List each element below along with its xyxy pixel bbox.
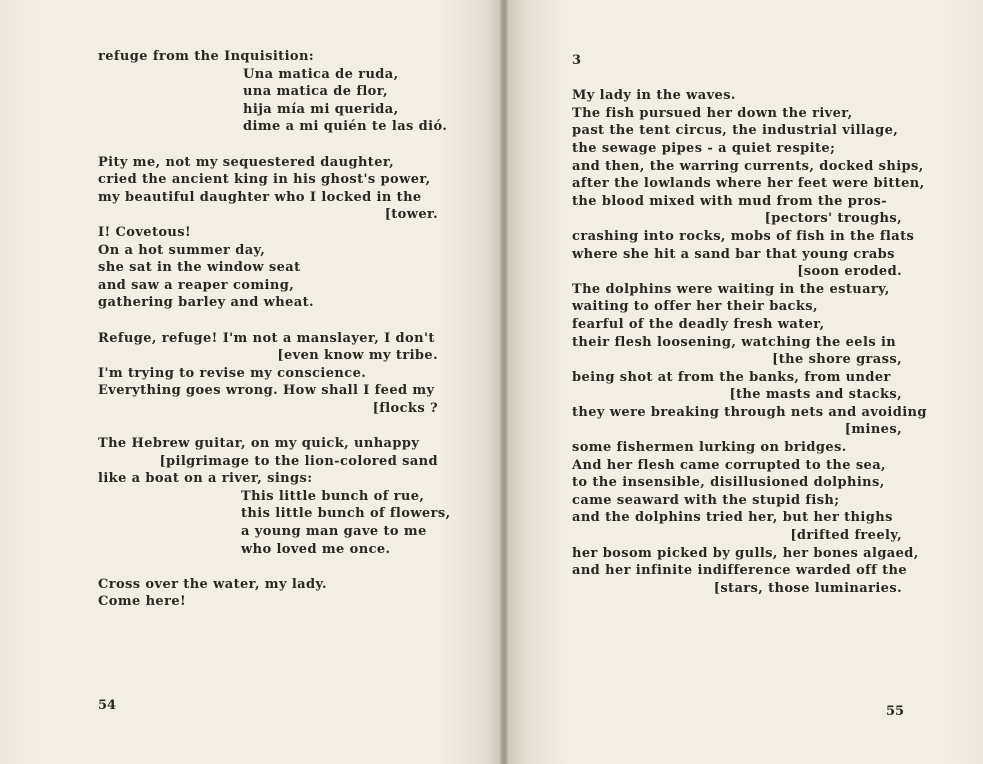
poem-line: hija mía mi querida,: [243, 101, 399, 117]
poem-line: and the dolphins tried her, but her thighs: [572, 510, 893, 526]
poem-line: I! Covetous!: [98, 224, 192, 240]
poem-line: [stars, those luminaries.: [713, 580, 902, 596]
poem-line: dime a mi quién te las dió.: [243, 119, 448, 135]
right-page-number: 55: [886, 704, 905, 719]
poem-line: being shot at from the banks, from under: [572, 369, 891, 385]
poem-line: And her flesh came corrupted to the sea,: [572, 457, 886, 473]
poem-line: they were breaking through nets and avoiding: [572, 404, 927, 420]
poem-line: [the masts and stacks,: [729, 387, 902, 403]
poem-line: gathering barley and wheat.: [98, 295, 314, 311]
poem-line: Una matica de ruda,: [243, 66, 399, 82]
poem-line: [even know my tribe.: [277, 348, 438, 364]
right-page-text: [572, 52, 927, 597]
poem-line: cried the ancient king in his ghost's power,: [98, 172, 431, 188]
poem-line: where she hit a sand bar that young crabs: [572, 246, 895, 262]
poem-line: to the insensible, disillusioned dolphins,: [572, 475, 885, 491]
poem-line: waiting to offer her their backs,: [572, 299, 818, 315]
poem-line: this little bunch of flowers,: [241, 506, 451, 522]
poem-line: Everything goes wrong. How shall I feed my: [98, 383, 435, 399]
stanza-break: [572, 70, 902, 88]
poem-line: and then, the warring currents, docked ships,: [572, 158, 924, 174]
poem-line: una matica de flor,: [243, 84, 388, 100]
poem-line: [mines,: [844, 422, 902, 438]
poem-line: Come here!: [98, 594, 187, 610]
poem-line: [flocks ?: [372, 400, 438, 416]
poem-line: [soon eroded.: [797, 264, 902, 280]
poem-line: Pity me, not my sequestered daughter,: [98, 154, 395, 170]
poem-line: their flesh loosening, watching the eels in: [572, 334, 897, 350]
poem-line: The fish pursued her down the river,: [572, 105, 853, 121]
poem-line: and saw a reaper coming,: [98, 277, 295, 293]
poem-line: Refuge, refuge! I'm not a manslayer, I don't: [98, 330, 435, 346]
poem-line: my beautiful daughter who I locked in the: [98, 189, 422, 205]
book-gutter: [500, 0, 508, 764]
stanza-break: [98, 558, 438, 576]
poem-line: crashing into rocks, mobs of fish in the flats: [572, 228, 915, 244]
poem-line: came seaward with the stupid fish;: [572, 492, 840, 508]
poem-line: fearful of the deadly fresh water,: [572, 316, 825, 332]
poem-line: [the shore grass,: [772, 352, 902, 368]
stanza-break: [98, 312, 438, 330]
stanza-break: [98, 136, 438, 154]
poem-line: a young man gave to me: [241, 524, 427, 540]
poem-line: [pilgrimage to the lion-colored sand: [159, 453, 438, 469]
poem-line: The dolphins were waiting in the estuary,: [572, 281, 890, 297]
poem-line: I'm trying to revise my conscience.: [98, 365, 367, 381]
poem-line: who loved me once.: [241, 541, 391, 557]
poem-line: the blood mixed with mud from the pros-: [572, 193, 888, 209]
right-page: [508, 0, 983, 764]
poem-line: 3: [572, 53, 582, 68]
poem-line: [tower.: [384, 207, 438, 223]
poem-line: Cross over the water, my lady.: [98, 576, 327, 592]
poem-line: refuge from the Inquisition:: [98, 49, 315, 64]
left-page-number: 54: [98, 698, 117, 713]
poem-line: past the tent circus, the industrial village,: [572, 123, 899, 139]
poem-line: The Hebrew guitar, on my quick, unhappy: [98, 436, 420, 452]
poem-line: she sat in the window seat: [98, 260, 301, 276]
poem-line: On a hot summer day,: [98, 242, 266, 258]
poem-line: like a boat on a river, sings:: [98, 471, 313, 487]
poem-line: some fishermen lurking on bridges.: [572, 440, 847, 456]
poem-line: after the lowlands where her feet were bitten,: [572, 176, 925, 192]
stanza-break: [98, 417, 438, 435]
poem-line: This little bunch of rue,: [241, 488, 425, 504]
poem-line: [pectors' troughs,: [764, 211, 902, 227]
poem-line: [drifted freely,: [790, 528, 902, 544]
left-page-text: [98, 48, 451, 611]
poem-line: her bosom picked by gulls, her bones algaed,: [572, 545, 919, 561]
poem-line: and her infinite indifference warded off the: [572, 563, 908, 579]
poem-line: My lady in the waves.: [572, 88, 736, 104]
poem-line: the sewage pipes - a quiet respite;: [572, 140, 836, 156]
